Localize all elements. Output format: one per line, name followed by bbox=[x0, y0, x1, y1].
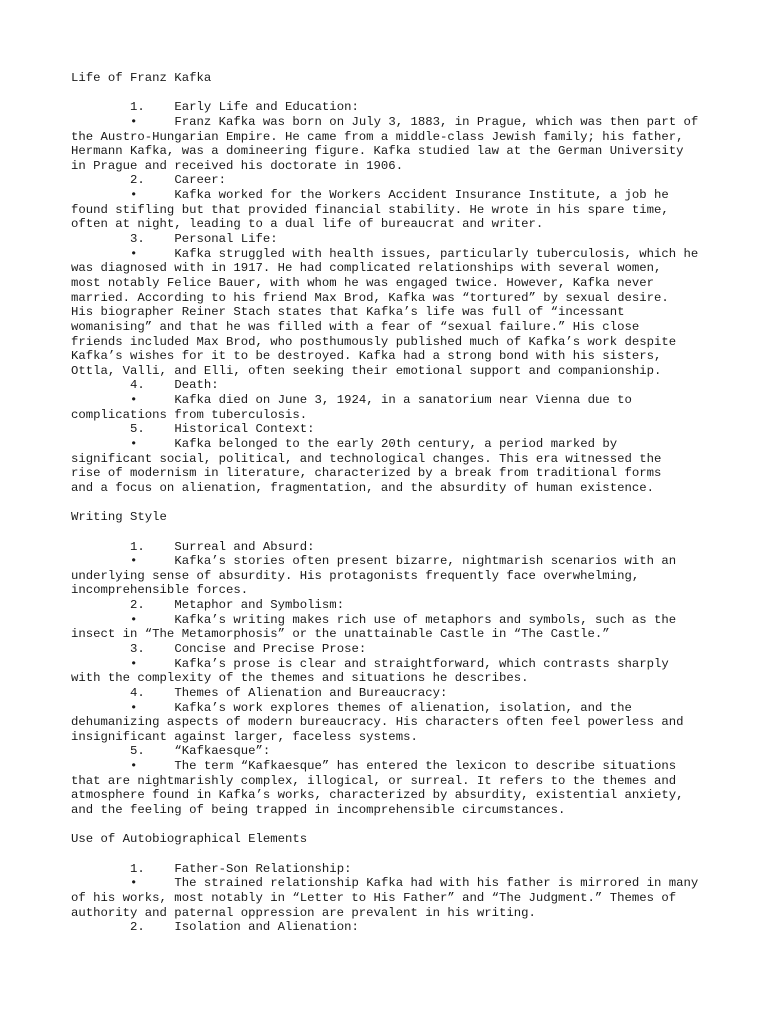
paragraph-line bbox=[71, 437, 711, 452]
list-number: 4. bbox=[130, 378, 145, 393]
bullet-icon: • bbox=[130, 876, 138, 891]
paragraph-line: married. According to his friend Max Brod, Kafka was “tortured” by sexual desire. bbox=[71, 290, 669, 305]
section-heading: Use of Autobiographical Elements bbox=[71, 832, 308, 847]
bullet-icon: • bbox=[130, 246, 138, 261]
paragraph-line: womanising” and that he was filled with a fear of “sexual failure.” His close bbox=[71, 319, 640, 334]
document-page bbox=[71, 71, 711, 935]
blank-line bbox=[71, 496, 711, 511]
paragraph-line: friends included Max Brod, who posthumously published much of Kafka’s work despite bbox=[71, 334, 677, 349]
list-item-heading bbox=[71, 173, 711, 188]
paragraph-line: in Prague and received his doctorate in 1906. bbox=[71, 158, 404, 173]
paragraph-line: found stifling but that provided financial stability. He wrote in his spare time, bbox=[71, 202, 669, 217]
paragraph-text: Kafka’s writing makes rich use of metaphors and symbols, such as the bbox=[174, 612, 677, 627]
list-item-heading bbox=[71, 232, 711, 247]
list-item-heading bbox=[71, 378, 711, 393]
paragraph-line: complications from tuberculosis. bbox=[71, 407, 308, 422]
paragraph-text: Kafka belonged to the early 20th century, a period marked by bbox=[174, 437, 618, 452]
list-number: 4. bbox=[130, 685, 145, 700]
paragraph-text: The term “Kafkaesque” has entered the lexicon to describe situations bbox=[174, 759, 677, 774]
paragraph-line: incomprehensible forces. bbox=[71, 583, 249, 598]
blank-line bbox=[71, 818, 711, 833]
list-item-heading bbox=[71, 540, 711, 555]
paragraph-line: the Austro-Hungarian Empire. He came from a middle-class Jewish family; his father, bbox=[71, 129, 684, 144]
list-number: 2. bbox=[130, 173, 145, 188]
list-item-heading bbox=[71, 100, 711, 115]
paragraph-line: most notably Felice Bauer, with whom he was engaged twice. However, Kafka never bbox=[71, 275, 654, 290]
paragraph-text: Kafka worked for the Workers Accident Insurance Institute, a job he bbox=[174, 188, 669, 203]
list-item-title: Personal Life: bbox=[174, 232, 278, 247]
list-item-heading bbox=[71, 598, 711, 613]
list-item-heading bbox=[71, 920, 711, 935]
bullet-icon: • bbox=[130, 437, 138, 452]
paragraph-line: rise of modernism in literature, characterized by a break from traditional forms bbox=[71, 466, 662, 481]
blank-line bbox=[71, 86, 711, 101]
list-item-heading bbox=[71, 422, 711, 437]
list-item-title: Death: bbox=[174, 378, 219, 393]
paragraph-line: that are nightmarishly complex, illogical, or surreal. It refers to the themes and bbox=[71, 773, 677, 788]
paragraph-line bbox=[71, 188, 711, 203]
paragraph-text: Kafka’s prose is clear and straightforward, which contrasts sharply bbox=[174, 656, 669, 671]
list-item-title: Metaphor and Symbolism: bbox=[174, 598, 345, 613]
paragraph-line: Kafka’s wishes for it to be destroyed. Kafka had a strong bond with his sisters, bbox=[71, 349, 662, 364]
paragraph-line: Ottla, Valli, and Elli, often seeking their emotional support and companionship. bbox=[71, 363, 662, 378]
list-number: 2. bbox=[130, 920, 145, 935]
list-item-heading bbox=[71, 744, 711, 759]
bullet-icon: • bbox=[130, 612, 138, 627]
paragraph-line: and the feeling of being trapped in incomprehensible circumstances. bbox=[71, 803, 566, 818]
list-item-heading bbox=[71, 642, 711, 657]
paragraph-line: significant social, political, and technological changes. This era witnessed the bbox=[71, 451, 662, 466]
paragraph-line bbox=[71, 701, 711, 716]
list-item-title: Historical Context: bbox=[174, 422, 315, 437]
list-item-title: Isolation and Alienation: bbox=[174, 920, 359, 935]
list-number: 1. bbox=[130, 861, 145, 876]
list-item-title: Concise and Precise Prose: bbox=[174, 641, 367, 656]
bullet-icon: • bbox=[130, 114, 138, 129]
section-heading: Writing Style bbox=[71, 510, 167, 525]
bullet-icon: • bbox=[130, 759, 138, 774]
list-item-title: Early Life and Education: bbox=[174, 100, 359, 115]
bullet-icon: • bbox=[130, 188, 138, 203]
paragraph-line bbox=[71, 393, 711, 408]
paragraph-text: Kafka died on June 3, 1924, in a sanatorium near Vienna due to bbox=[174, 393, 632, 408]
paragraph-line: insignificant against larger, faceless systems. bbox=[71, 729, 418, 744]
paragraph-text: Kafka struggled with health issues, particularly tuberculosis, which he bbox=[174, 246, 699, 261]
bullet-icon: • bbox=[130, 700, 138, 715]
list-number: 5. bbox=[130, 422, 145, 437]
list-item-title: Father-Son Relationship: bbox=[174, 861, 352, 876]
paragraph-line: dehumanizing aspects of modern bureaucracy. His characters often feel powerless and bbox=[71, 715, 684, 730]
paragraph-line bbox=[71, 613, 711, 628]
list-number: 1. bbox=[130, 539, 145, 554]
list-item-title: “Kafkaesque”: bbox=[174, 744, 271, 759]
blank-line bbox=[71, 847, 711, 862]
paragraph-line bbox=[71, 247, 711, 262]
bullet-icon: • bbox=[130, 393, 138, 408]
paragraph-line: and a focus on alienation, fragmentation, and the absurdity of human existence. bbox=[71, 480, 654, 495]
paragraph-text: Kafka’s stories often present bizarre, nightmarish scenarios with an bbox=[174, 554, 677, 569]
bullet-icon: • bbox=[130, 554, 138, 569]
paragraph-text: Franz Kafka was born on July 3, 1883, in Prague, which was then part of bbox=[174, 114, 699, 129]
list-item-title: Themes of Alienation and Bureaucracy: bbox=[174, 685, 448, 700]
list-number: 1. bbox=[130, 100, 145, 115]
paragraph-line bbox=[71, 876, 711, 891]
paragraph-line: was diagnosed with in 1917. He had complicated relationships with several women, bbox=[71, 261, 662, 276]
paragraph-line bbox=[71, 554, 711, 569]
paragraph-line: atmosphere found in Kafka’s works, characterized by absurdity, existential anxiety, bbox=[71, 788, 684, 803]
list-number: 5. bbox=[130, 744, 145, 759]
list-number: 3. bbox=[130, 232, 145, 247]
list-item-heading bbox=[71, 862, 711, 877]
list-item-title: Career: bbox=[174, 173, 226, 188]
bullet-icon: • bbox=[130, 656, 138, 671]
paragraph-line: of his works, most notably in “Letter to His Father” and “The Judgment.” Themes of bbox=[71, 890, 677, 905]
paragraph-line: Hermann Kafka, was a domineering figure. Kafka studied law at the German University bbox=[71, 144, 684, 159]
paragraph-line bbox=[71, 657, 711, 672]
paragraph-line: with the complexity of the themes and situations he describes. bbox=[71, 671, 529, 686]
paragraph-line: insect in “The Metamorphosis” or the unattainable Castle in “The Castle.” bbox=[71, 627, 610, 642]
paragraph-line: often at night, leading to a dual life of bureaucrat and writer. bbox=[71, 217, 544, 232]
list-item-heading bbox=[71, 686, 711, 701]
paragraph-line: authority and paternal oppression are prevalent in his writing. bbox=[71, 905, 536, 920]
paragraph-line: underlying sense of absurdity. His protagonists frequently face overwhelming, bbox=[71, 568, 640, 583]
list-item-title: Surreal and Absurd: bbox=[174, 539, 315, 554]
list-number: 2. bbox=[130, 598, 145, 613]
section-heading: Life of Franz Kafka bbox=[71, 71, 212, 85]
blank-line bbox=[71, 525, 711, 540]
list-number: 3. bbox=[130, 641, 145, 656]
paragraph-text: Kafka’s work explores themes of alienation, isolation, and the bbox=[174, 700, 632, 715]
paragraph-text: The strained relationship Kafka had with his father is mirrored in many bbox=[174, 876, 699, 891]
paragraph-line bbox=[71, 759, 711, 774]
paragraph-line: His biographer Reiner Stach states that Kafka’s life was full of “incessant bbox=[71, 305, 625, 320]
paragraph-line bbox=[71, 115, 711, 130]
